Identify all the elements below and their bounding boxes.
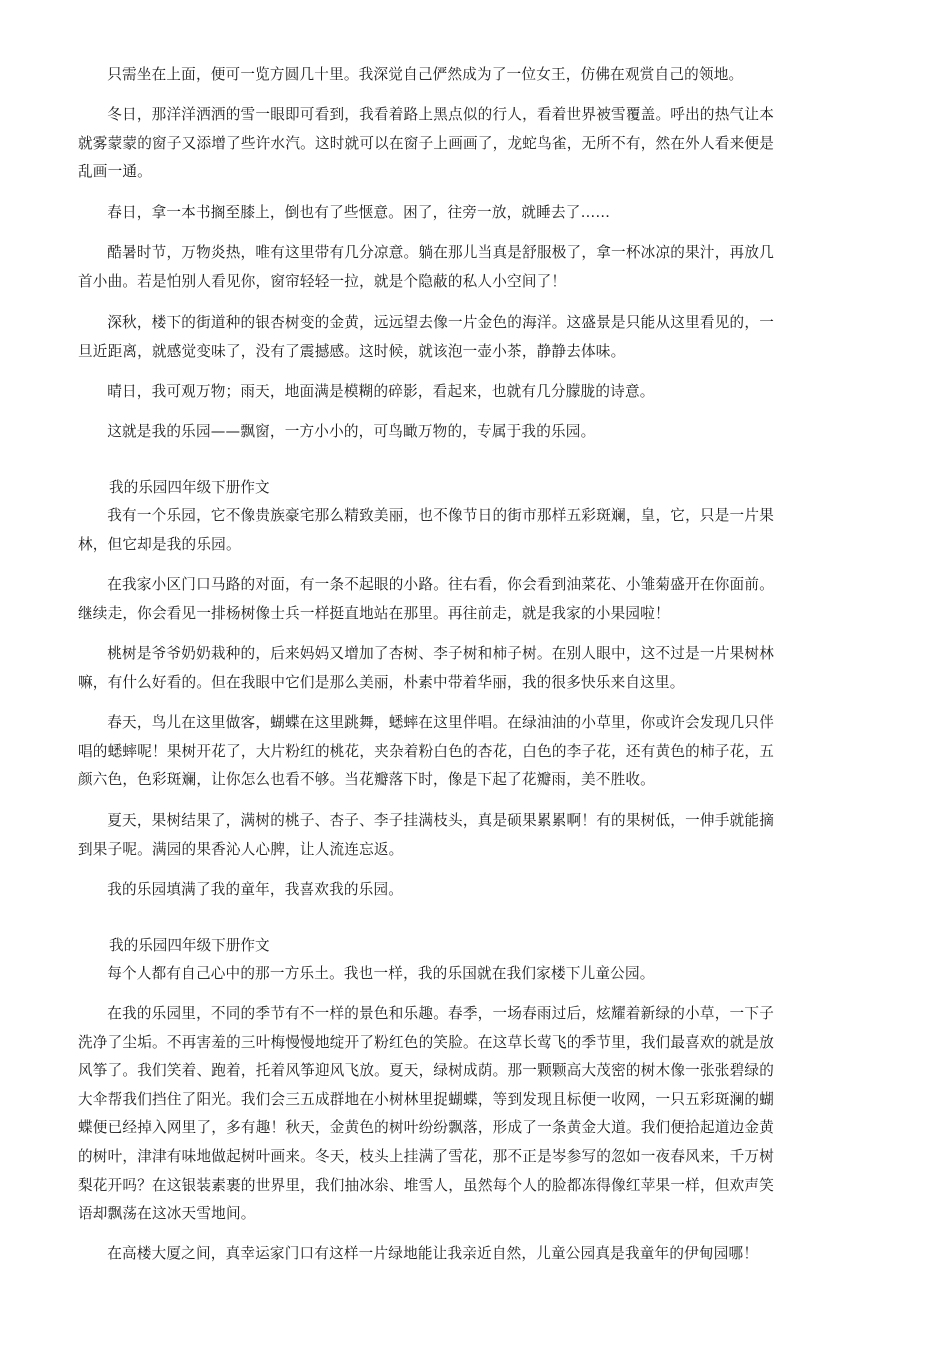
paragraph: 只需坐在上面，便可一览方圆几十里。我深觉自己俨然成为了一位女王，仿佛在观赏自己的领地。 [107,66,744,83]
paragraph: 桃树是爷爷奶奶栽种的，后来妈妈又增加了杏树、李子树和柿子树。在别人眼中，这不过是一片果树林嘛，有什么好看的。但在我眼中它们是那么美丽，朴素中带着华丽，我的很多快乐来自这里。 [78,645,774,691]
section-3-para-2 [78,1000,774,1229]
paragraph: 晴日，我可观万物；雨天，地面满是模糊的碎影，看起来，也就有几分朦胧的诗意。 [107,383,655,400]
section-2-para-6 [78,876,774,905]
section-1-para-5 [78,309,774,366]
section-2-para-1 [78,502,774,559]
paragraph: 深秋，楼下的街道种的银杏树变的金黄，远远望去像一片金色的海洋。这盛景是只能从这里看见的，一旦近距离，就感觉变味了，没有了震撼感。这时候，就该泡一壶小茶，静静去体味。 [78,314,774,360]
section-3-para-3 [78,1240,774,1269]
section-2-title: 我的乐园四年级下册作文 [109,479,270,496]
paragraph: 冬日，那洋洋洒洒的雪一眼即可看到，我看着路上黑点似的行人，看着世界被雪覆盖。呼出的热气让本就雾蒙蒙的窗子又添增了些许水汽。这时就可以在窗子上画画了，龙蛇鸟雀，无所不有，然在外人看来便是乱画一通。 [78,106,774,181]
section-1-para-4 [78,239,774,296]
section-2-para-4 [78,709,774,795]
section-1-para-7 [78,418,774,447]
section-1-para-3 [78,199,774,228]
section-3-title: 我的乐园四年级下册作文 [109,937,270,954]
paragraph: 在我的乐园里，不同的季节有不一样的景色和乐趣。春季，一场春雨过后，炫耀着新绿的小草，一下子洗净了尘垢。不再害羞的三叶梅慢慢地绽开了粉红色的笑脸。在这草长莺飞的季节里，我们最喜欢的就是放风筝了。我们笑着、跑着，托着风筝迎风飞放。夏天，绿树成荫。那一颗颗高大茂密的树木像一张张碧绿的大伞帮我们挡住了阳光。我们会三五成群地在小树林里捉蝴蝶，等到发现且标便一收网，一只五彩斑澜的蝴蝶便已经掉入网里了，多有趣！秋天，金黄色的树叶纷纷飘落，形成了一条黄金大道。我们便拾起道边金黄的树叶，津津有味地做起树叶画来。冬天，枝头上挂满了雪花，那不正是岑参写的忽如一夜春风来，千万树梨花开吗？在这银装素裹的世界里，我们抽冰尜、堆雪人，虽然每个人的脸都冻得像红苹果一样，但欢声笑语却飘荡在这冰天雪地间。 [78,1005,774,1223]
section-2-para-3 [78,640,774,697]
section-2-para-5 [78,807,774,864]
section-2-para-2 [78,571,774,628]
paragraph: 春日，拿一本书搁至膝上，倒也有了些惬意。困了，往旁一放，就睡去了…… [107,204,611,221]
paragraph: 每个人都有自己心中的那一方乐土。我也一样，我的乐国就在我们家楼下儿童公园。 [107,965,655,982]
paragraph: 我有一个乐园，它不像贵族豪宅那么精致美丽，也不像节日的街市那样五彩斑斓，皇，它，只是一片果林，但它却是我的乐园。 [78,507,774,553]
paragraph: 这就是我的乐园——飘窗，一方小小的，可鸟瞰万物的，专属于我的乐园。 [107,423,596,440]
section-1-para-6 [78,378,774,407]
paragraph: 春天，鸟儿在这里做客，蝴蝶在这里跳舞，蟋蟀在这里伴唱。在绿油油的小草里，你或许会发现几只伴唱的蟋蟀呢！果树开花了，大片粉红的桃花，夹杂着粉白色的杏花，白色的李子花，还有黄色的柿子花，五颜六色，色彩斑斓，让你怎么也看不够。当花瓣落下时，像是下起了花瓣雨，美不胜收。 [78,714,774,789]
paragraph: 我的乐园填满了我的童年，我喜欢我的乐园。 [107,881,404,898]
section-1-para-2 [78,101,774,187]
section-3-para-1 [78,960,774,989]
paragraph: 在高楼大厦之间，真幸运家门口有这样一片绿地能让我亲近自然，儿童公园真是我童年的伊甸园哪！ [107,1245,759,1262]
paragraph: 在我家小区门口马路的对面，有一条不起眼的小路。往右看，你会看到油菜花、小雏菊盛开在你面前。继续走，你会看见一排杨树像士兵一样挺直地站在那里。再往前走，就是我家的小果园啦！ [78,576,774,622]
paragraph: 酷暑时节，万物炎热，唯有这里带有几分凉意。躺在那儿当真是舒服极了，拿一杯冰凉的果汁，再放几首小曲。若是怕别人看见你，窗帘轻轻一拉，就是个隐蔽的私人小空间了！ [78,244,774,290]
section-1-para-1 [78,61,774,90]
paragraph: 夏天，果树结果了，满树的桃子、杏子、李子挂满枝头，真是硕果累累啊！有的果树低，一伸手就能摘到果子呢。满园的果香沁人心脾，让人流连忘返。 [78,812,774,858]
